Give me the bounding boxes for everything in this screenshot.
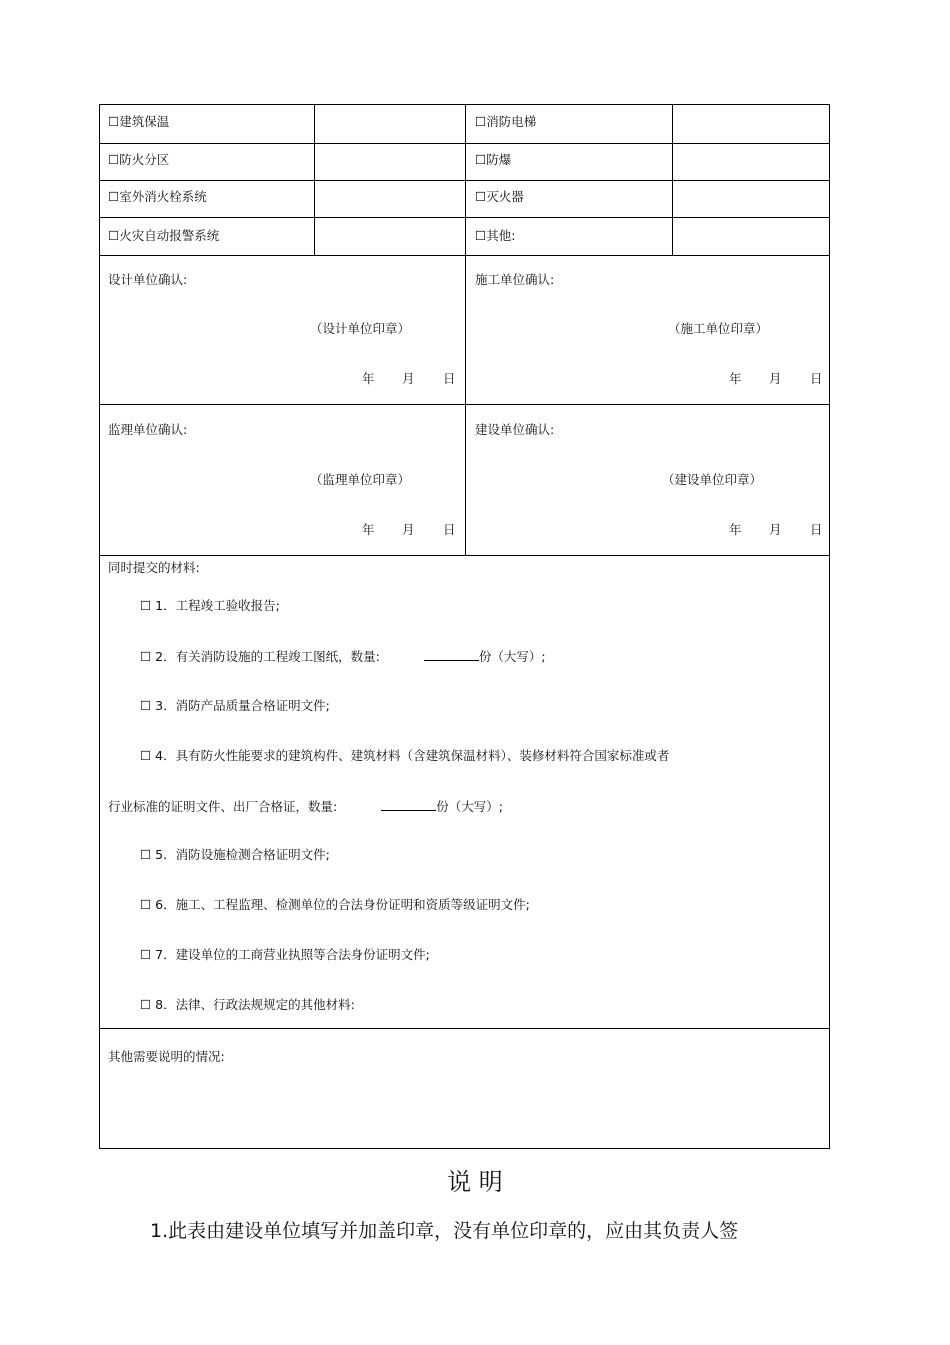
copies-suffix: 份（大写）; xyxy=(478,649,546,664)
material-item-text: 行业标准的证明文件、出厂合格证，数量: xyxy=(108,799,338,814)
materials-heading: 同时提交的材料: xyxy=(108,560,200,575)
explanation-line: 1.此表由建设单位填写并加盖印章，没有单位印章的，应由其负责人签 xyxy=(150,1220,739,1242)
month-label: 月 xyxy=(402,522,415,537)
checkbox-extinguisher[interactable]: ☐灭火器 xyxy=(475,189,524,204)
day-label: 日 xyxy=(810,371,823,386)
material-item[interactable]: ☐ 4．具有防火性能要求的建筑构件、建筑材料（含建筑保温材料）、装修材料符合国家标准或者 xyxy=(140,748,670,763)
year-label: 年 xyxy=(729,371,742,386)
year-label: 年 xyxy=(362,371,375,386)
row-divider xyxy=(100,555,829,556)
copies-suffix: 份（大写）; xyxy=(436,799,503,814)
checkbox-outdoor-hydrant[interactable]: ☐室外消火栓系统 xyxy=(108,189,207,204)
checkbox-fire-compartment[interactable]: ☐防火分区 xyxy=(108,152,170,167)
material-item[interactable]: ☐ 3．消防产品质量合格证明文件; xyxy=(140,698,330,713)
checkbox-explosion-proof[interactable]: ☐防爆 xyxy=(475,152,512,167)
checkbox-fire-elevator[interactable]: ☐消防电梯 xyxy=(475,114,537,129)
checkbox-fire-alarm[interactable]: ☐火灾自动报警系统 xyxy=(108,228,220,243)
copies-blank[interactable] xyxy=(424,648,479,661)
developer-confirm-label: 建设单位确认: xyxy=(475,422,555,437)
year-label: 年 xyxy=(362,522,375,537)
day-label: 日 xyxy=(443,522,456,537)
day-label: 日 xyxy=(443,371,456,386)
month-label: 月 xyxy=(769,522,782,537)
developer-seal-label: （建设单位印章） xyxy=(662,472,763,487)
supervision-seal-label: （监理单位印章） xyxy=(310,472,411,487)
supervision-confirm-label: 监理单位确认: xyxy=(108,422,188,437)
col-divider xyxy=(465,105,466,555)
material-item[interactable]: ☐ 5．消防设施检测合格证明文件; xyxy=(140,847,330,862)
col-divider xyxy=(672,105,673,255)
day-label: 日 xyxy=(810,522,823,537)
year-label: 年 xyxy=(729,522,742,537)
material-item-text: ☐ 2．有关消防设施的工程竣工图纸，数量: xyxy=(140,649,380,664)
construction-seal-label: （施工单位印章） xyxy=(668,321,769,336)
material-item[interactable]: ☐ 7．建设单位的工商营业执照等合法身份证明文件; xyxy=(140,947,430,962)
material-item-continued xyxy=(108,798,503,815)
other-notes-label: 其他需要说明的情况: xyxy=(108,1049,225,1064)
material-item[interactable]: ☐ 8．法律、行政法规规定的其他材料: xyxy=(140,997,355,1012)
copies-blank[interactable] xyxy=(381,798,436,811)
construction-confirm-label: 施工单位确认: xyxy=(475,272,555,287)
month-label: 月 xyxy=(769,371,782,386)
material-item[interactable]: ☐ 1．工程竣工验收报告; xyxy=(140,598,280,613)
material-item[interactable]: ☐ 6．施工、工程监理、检测单位的合法身份证明和资质等级证明文件; xyxy=(140,897,530,912)
application-form xyxy=(99,104,830,1149)
design-confirm-label: 设计单位确认: xyxy=(108,272,188,287)
material-item[interactable] xyxy=(140,648,546,665)
month-label: 月 xyxy=(402,371,415,386)
checkbox-building-insulation[interactable]: ☐建筑保温 xyxy=(108,114,170,129)
row-divider xyxy=(100,1028,829,1029)
explanation-title: 说 明 xyxy=(447,1168,503,1196)
col-divider xyxy=(314,105,315,255)
checkbox-other[interactable]: ☐其他: xyxy=(475,228,516,243)
design-seal-label: （设计单位印章） xyxy=(310,321,411,336)
